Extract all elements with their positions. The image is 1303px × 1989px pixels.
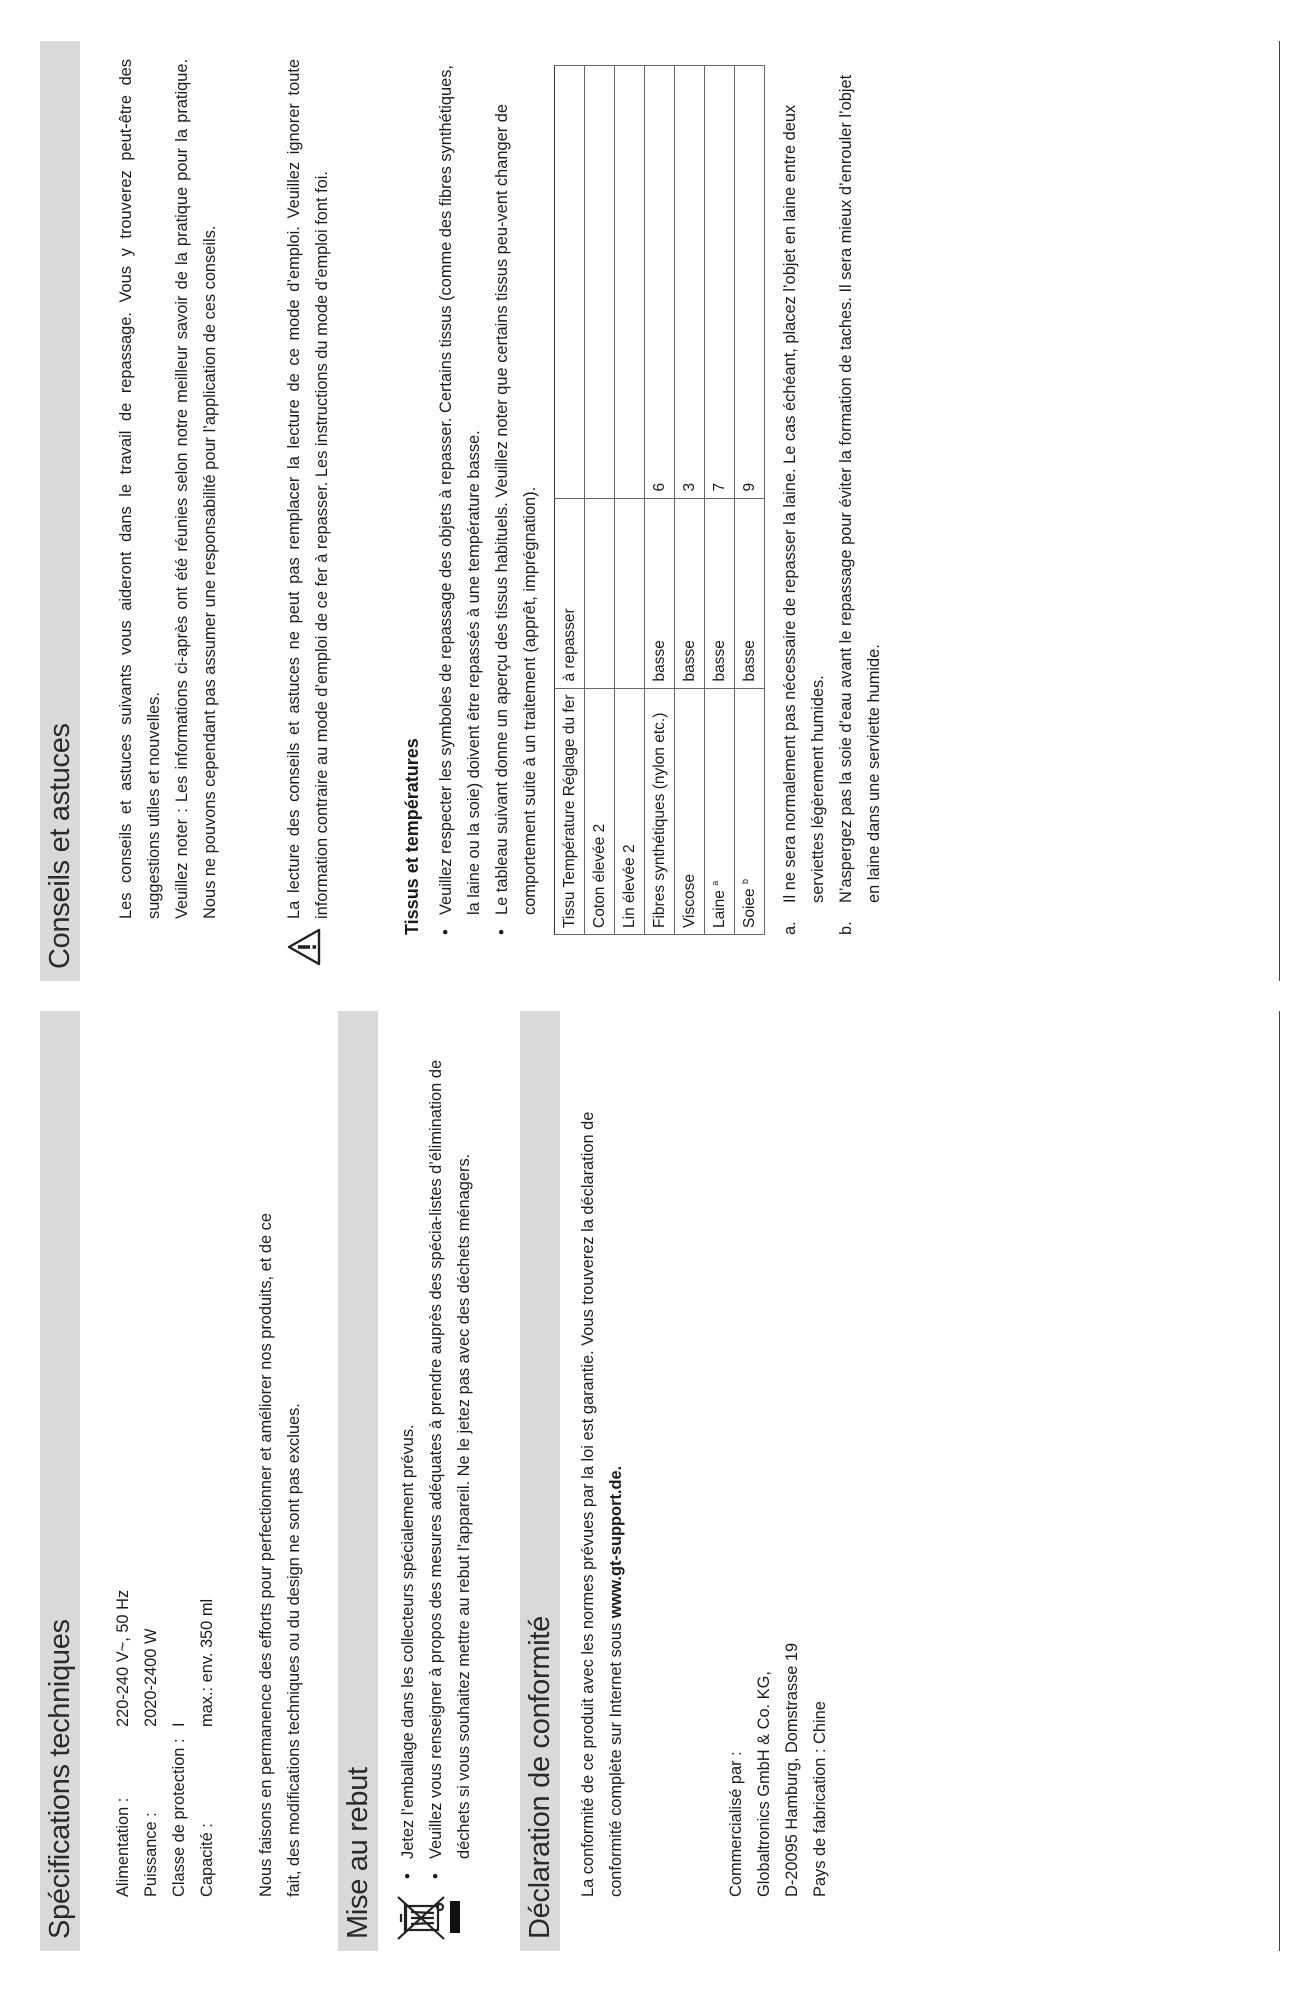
intro-paragraph: Les conseils et astuces suivants vous aideront dans le travail de repassage. Vous y trouverez peut-être des suggestions utiles et nouvelles. (117, 59, 163, 919)
spec-value: max.: env. 350 ml (198, 1598, 216, 1727)
footnote-marker: a (709, 880, 720, 886)
table-cell (555, 498, 585, 688)
cell-text: à repasser (560, 608, 578, 682)
cell-text: Tissu Température Réglage du fer (560, 694, 578, 928)
spec-row (114, 1151, 142, 1951)
address-line: D-20095 Hamburg, Domstrasse 19 (783, 1642, 801, 1897)
footnote-marker: b (739, 879, 750, 885)
fabrics-heading: Tissus et températures (402, 738, 422, 935)
cell-text: Fibres synthétiques (nylon etc.) (650, 712, 668, 928)
cell-text: Laine (711, 890, 729, 928)
cell-text: Viscose (680, 874, 698, 928)
footnote-text: N’aspergez pas la soie d’eau avant le repassage pour éviter la formation de taches. Il sera mieux d’enrouler l’objet en laine dans une serviette humide. (837, 74, 883, 903)
table-cell (615, 65, 645, 498)
table-cell (615, 688, 645, 934)
footnote-item (776, 55, 832, 935)
table-header-row (555, 65, 585, 934)
cell-text: basse (740, 640, 758, 682)
table-cell (645, 688, 675, 934)
intro-paragraph: Veuillez noter : Les informations ci-après ont été réunies selon notre meilleur savoir de la pratique pour la pratique. Nous ne pouvons cependant pas assumer une responsabilité pour l’application de ces conseils. (173, 59, 219, 919)
cell-text: 9 (740, 482, 758, 492)
table-cell (585, 65, 615, 498)
page-right (40, 41, 1280, 981)
warning-text: La lecture des conseils et astuces ne peut pas remplacer la lecture de ce mode d’emploi. Veuillez ignorer toute information contraire au mode d’emploi de ce fer à repasser. Les instructions du mode d’emploi font foi. (285, 59, 331, 919)
table-cell (735, 688, 765, 934)
table-cell (675, 65, 705, 498)
address-line: Pays de fabrication : Chine (811, 1701, 829, 1897)
spec-row (198, 1151, 226, 1951)
table-cell (705, 65, 735, 498)
spec-row (170, 1151, 198, 1951)
table-cell (735, 498, 765, 688)
tips-title: Conseils et astuces (44, 723, 76, 969)
table-cell (585, 498, 615, 688)
list-item: • Veuillez vous renseigner à propos des mesures adéquates à prendre auprès des spécia-listes d’élimination de déchets si vous souhaitez mettre au rebut l’appareil. Ne le jetez pas avec des déchets ménagers. (422, 1049, 478, 1879)
fabric-temperature-table (554, 65, 765, 935)
page-bottom-rule (1279, 1011, 1280, 1951)
disposal-header-band (338, 1011, 378, 1951)
cell-text: 7 (710, 482, 728, 492)
conformity-paragraph (574, 1047, 630, 1897)
conformity-link[interactable]: www.gt-support.de. (607, 1465, 625, 1619)
table-cell (585, 688, 615, 934)
list-item: • Jetez l’emballage dans les collecteurs spécialement prévus. (394, 1049, 422, 1879)
table-row (585, 65, 615, 934)
conformity-title: Déclaration de conformité (524, 1616, 556, 1939)
spec-value: 2020-2400 W (142, 1628, 160, 1727)
specs-note-line: Nous faisons en permanence des efforts pour perfectionner et améliorer nos produits, et de ce (257, 1213, 275, 1897)
specs-note (252, 1017, 308, 1897)
spec-label: Classe de protection : (170, 1738, 188, 1897)
disposal-title: Mise au rebut (342, 1767, 374, 1939)
cell-text: basse (650, 640, 668, 682)
list-item: • Veuillez respecter les symboles de repassage des objets à repasser. Certains tissus (comme des fibres synthétiques, la laine ou la soie) doivent être repassés à une température basse. (432, 55, 488, 935)
disposal-list (394, 1049, 478, 1879)
table-row (705, 65, 735, 934)
tips-intro (112, 59, 224, 919)
table-cell (645, 65, 675, 498)
cell-text: 6 (650, 482, 668, 492)
table-cell (615, 498, 645, 688)
spec-value: 220-240 V~, 50 Hz (114, 1589, 132, 1727)
cell-text: Coton élevée 2 (590, 823, 608, 928)
table-cell (645, 498, 675, 688)
spec-row (142, 1151, 170, 1951)
conformity-header-band (520, 1011, 560, 1951)
table-cell (705, 688, 735, 934)
table-cell (735, 65, 765, 498)
tips-header-band (40, 41, 80, 981)
page-left (40, 1011, 1280, 1951)
crossed-bin-icon (396, 1893, 462, 1941)
address-line: Globaltronics GmbH & Co. KG, (755, 1671, 773, 1897)
table-cell (675, 688, 705, 934)
spec-label: Alimentation : (114, 1797, 132, 1897)
table-row (615, 65, 645, 934)
footnote-text: Il ne sera normalement pas nécessaire de repasser la laine. Le cas échéant, placez l’objet en laine entre deux serviettes légèrement humides. (781, 104, 827, 903)
list-item: • Le tableau suivant donne un aperçu des tissus habituels. Veuillez noter que certains tissus peu-vent changer de comportement suite à un traitement (apprêt, imprégnation). (488, 55, 544, 935)
address-line: Commercialisé par : (727, 1751, 745, 1897)
table-row (675, 65, 705, 934)
table-cell (555, 688, 585, 934)
spec-value: I (170, 1722, 188, 1727)
footnotes (776, 55, 888, 935)
specs-note-line: fait, des modifications techniques ou du design ne sont pas exclues. (285, 1403, 303, 1897)
footnote-mark: b. (837, 921, 855, 935)
table-cell (705, 498, 735, 688)
cell-text: basse (710, 640, 728, 682)
cell-text: basse (680, 640, 698, 682)
footnote-item (832, 55, 888, 935)
spec-label: Capacité : (198, 1823, 216, 1897)
cell-text: Soiee (741, 888, 759, 928)
table-cell (675, 498, 705, 688)
specs-title: Spécifications techniques (44, 1619, 76, 1939)
warning-triangle-icon (286, 927, 322, 967)
cell-text: Lin élevée 2 (620, 844, 638, 928)
fabrics-list (432, 55, 544, 935)
cell-text: 3 (680, 482, 698, 492)
conformity-text: La conformité de ce produit avec les normes prévues par la loi est garantie. Vous trouverez la déclaration de conformité complète sur Internet sous (579, 1111, 625, 1897)
address-block (722, 1297, 834, 1897)
specs-header-band (40, 1011, 80, 1951)
table-row (735, 65, 765, 934)
table-cell (555, 65, 585, 498)
spec-label: Puissance : (142, 1812, 160, 1897)
page-bottom-rule (1279, 41, 1280, 981)
footnote-mark: a. (781, 921, 799, 935)
table-row (645, 65, 675, 934)
